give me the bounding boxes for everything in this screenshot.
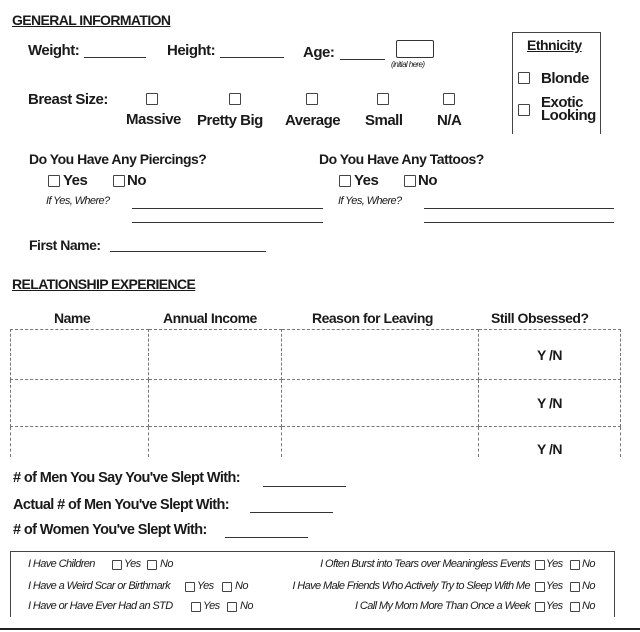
question-label: I Have or Have Ever Had an STD (28, 600, 173, 612)
ethnicity-exotic-label (541, 96, 596, 122)
std-yes-checkbox[interactable] (191, 602, 201, 612)
tattoos-no-checkbox[interactable] (404, 175, 416, 187)
piercings-yes-label: Yes (63, 172, 88, 189)
income-cell[interactable] (149, 380, 282, 427)
no-label: No (160, 558, 173, 570)
reason-cell[interactable] (282, 330, 479, 380)
initial-here-caption: (initial here) (391, 60, 425, 69)
breast-size-label: Breast Size: (28, 91, 108, 108)
relationship-table (10, 329, 621, 457)
no-label: No (582, 580, 595, 592)
yes-label: Yes (203, 600, 220, 612)
mom-no-checkbox[interactable] (570, 602, 580, 612)
breast-average-checkbox[interactable] (306, 93, 318, 105)
men-say-field[interactable] (263, 485, 346, 487)
page-bottom-rule (0, 628, 640, 630)
question-label: I Have Male Friends Who Actively Try to Sleep With Me (292, 580, 530, 592)
tattoos-where-field-2[interactable] (424, 221, 614, 223)
yes-label: Yes (546, 580, 563, 592)
name-cell[interactable] (11, 330, 149, 380)
table-row (11, 330, 621, 380)
ethnicity-exotic-line2: Looking (541, 107, 596, 124)
tattoos-no-label: No (418, 172, 437, 189)
initial-box[interactable] (396, 40, 434, 58)
name-cell[interactable] (11, 427, 149, 457)
women-label: # of Women You've Slept With: (13, 522, 207, 538)
column-header-reason: Reason for Leaving (312, 310, 433, 326)
column-header-obsessed: Still Obsessed? (491, 310, 589, 326)
weight-label: Weight: (28, 42, 80, 59)
yes-label: Yes (546, 558, 563, 570)
breast-na-checkbox[interactable] (443, 93, 455, 105)
age-field[interactable] (340, 58, 385, 60)
piercings-where-field[interactable] (132, 207, 323, 209)
ethnicity-blonde-checkbox[interactable] (518, 72, 530, 84)
scar-yes-checkbox[interactable] (185, 582, 195, 592)
men-actual-label: Actual # of Men You've Slept With: (13, 497, 230, 513)
std-no-checkbox[interactable] (227, 602, 237, 612)
table-row (11, 380, 621, 427)
weight-field[interactable] (84, 56, 146, 58)
breast-option-label: Average (285, 112, 341, 129)
tattoos-yes-checkbox[interactable] (339, 175, 351, 187)
column-header-name: Name (54, 310, 91, 326)
tears-yes-checkbox[interactable] (535, 560, 545, 570)
breast-option-label: Small (365, 112, 403, 129)
men-actual-field[interactable] (250, 511, 333, 513)
first-name-label: First Name: (29, 237, 101, 253)
question-label: I Call My Mom More Than Once a Week (354, 600, 530, 612)
height-field[interactable] (220, 56, 284, 58)
ethnicity-exotic-line1: Exotic (541, 94, 584, 111)
no-label: No (582, 558, 595, 570)
tattoos-yes-label: Yes (354, 172, 379, 189)
question-label: I Have Children (28, 558, 95, 570)
piercings-yes-checkbox[interactable] (48, 175, 60, 187)
piercings-no-checkbox[interactable] (113, 175, 125, 187)
male-friends-yes-checkbox[interactable] (535, 582, 545, 592)
piercings-where-field-2[interactable] (132, 221, 323, 223)
ethnicity-exotic-checkbox[interactable] (518, 104, 530, 116)
question-label: I Often Burst into Tears over Meaningless Events (320, 558, 530, 570)
tattoos-where-label: If Yes, Where? (338, 195, 402, 207)
yes-label: Yes (124, 558, 141, 570)
male-friends-no-checkbox[interactable] (570, 582, 580, 592)
obsessed-cell[interactable]: Y /N (479, 330, 621, 380)
scar-no-checkbox[interactable] (222, 582, 232, 592)
tears-no-checkbox[interactable] (570, 560, 580, 570)
breast-small-checkbox[interactable] (377, 93, 389, 105)
income-cell[interactable] (149, 330, 282, 380)
children-yes-checkbox[interactable] (112, 560, 122, 570)
breast-option-label: N/A (437, 112, 462, 129)
obsessed-cell[interactable]: Y /N (479, 380, 621, 427)
piercings-no-label: No (127, 172, 146, 189)
breast-pretty-big-checkbox[interactable] (229, 93, 241, 105)
section-title-relationship: RELATIONSHIP EXPERIENCE (12, 276, 196, 292)
ethnicity-title: Ethnicity (527, 37, 582, 53)
income-cell[interactable] (149, 427, 282, 457)
first-name-field[interactable] (110, 250, 266, 252)
age-label: Age: (303, 44, 335, 61)
question-label: I Have a Weird Scar or Birthmark (28, 580, 170, 592)
tattoos-where-field[interactable] (424, 207, 614, 209)
yes-label: Yes (546, 600, 563, 612)
children-no-checkbox[interactable] (147, 560, 157, 570)
reason-cell[interactable] (282, 380, 479, 427)
ethnicity-blonde-label: Blonde (541, 70, 589, 87)
reason-cell[interactable] (282, 427, 479, 457)
name-cell[interactable] (11, 380, 149, 427)
breast-option-label: Pretty Big (197, 112, 263, 129)
section-title-general: GENERAL INFORMATION (12, 12, 171, 28)
breast-option-label: Massive (126, 111, 181, 128)
no-label: No (235, 580, 248, 592)
table-row (11, 427, 621, 457)
tattoos-question: Do You Have Any Tattoos? (319, 151, 484, 167)
height-label: Height: (167, 42, 216, 59)
column-header-income: Annual Income (163, 310, 257, 326)
yes-label: Yes (197, 580, 214, 592)
piercings-question: Do You Have Any Piercings? (29, 151, 207, 167)
piercings-where-label: If Yes, Where? (46, 195, 110, 207)
obsessed-cell[interactable]: Y /N (479, 427, 621, 457)
no-label: No (240, 600, 253, 612)
mom-yes-checkbox[interactable] (535, 602, 545, 612)
women-field[interactable] (225, 536, 308, 538)
no-label: No (582, 600, 595, 612)
men-say-label: # of Men You Say You've Slept With: (13, 470, 240, 486)
breast-massive-checkbox[interactable] (146, 93, 158, 105)
